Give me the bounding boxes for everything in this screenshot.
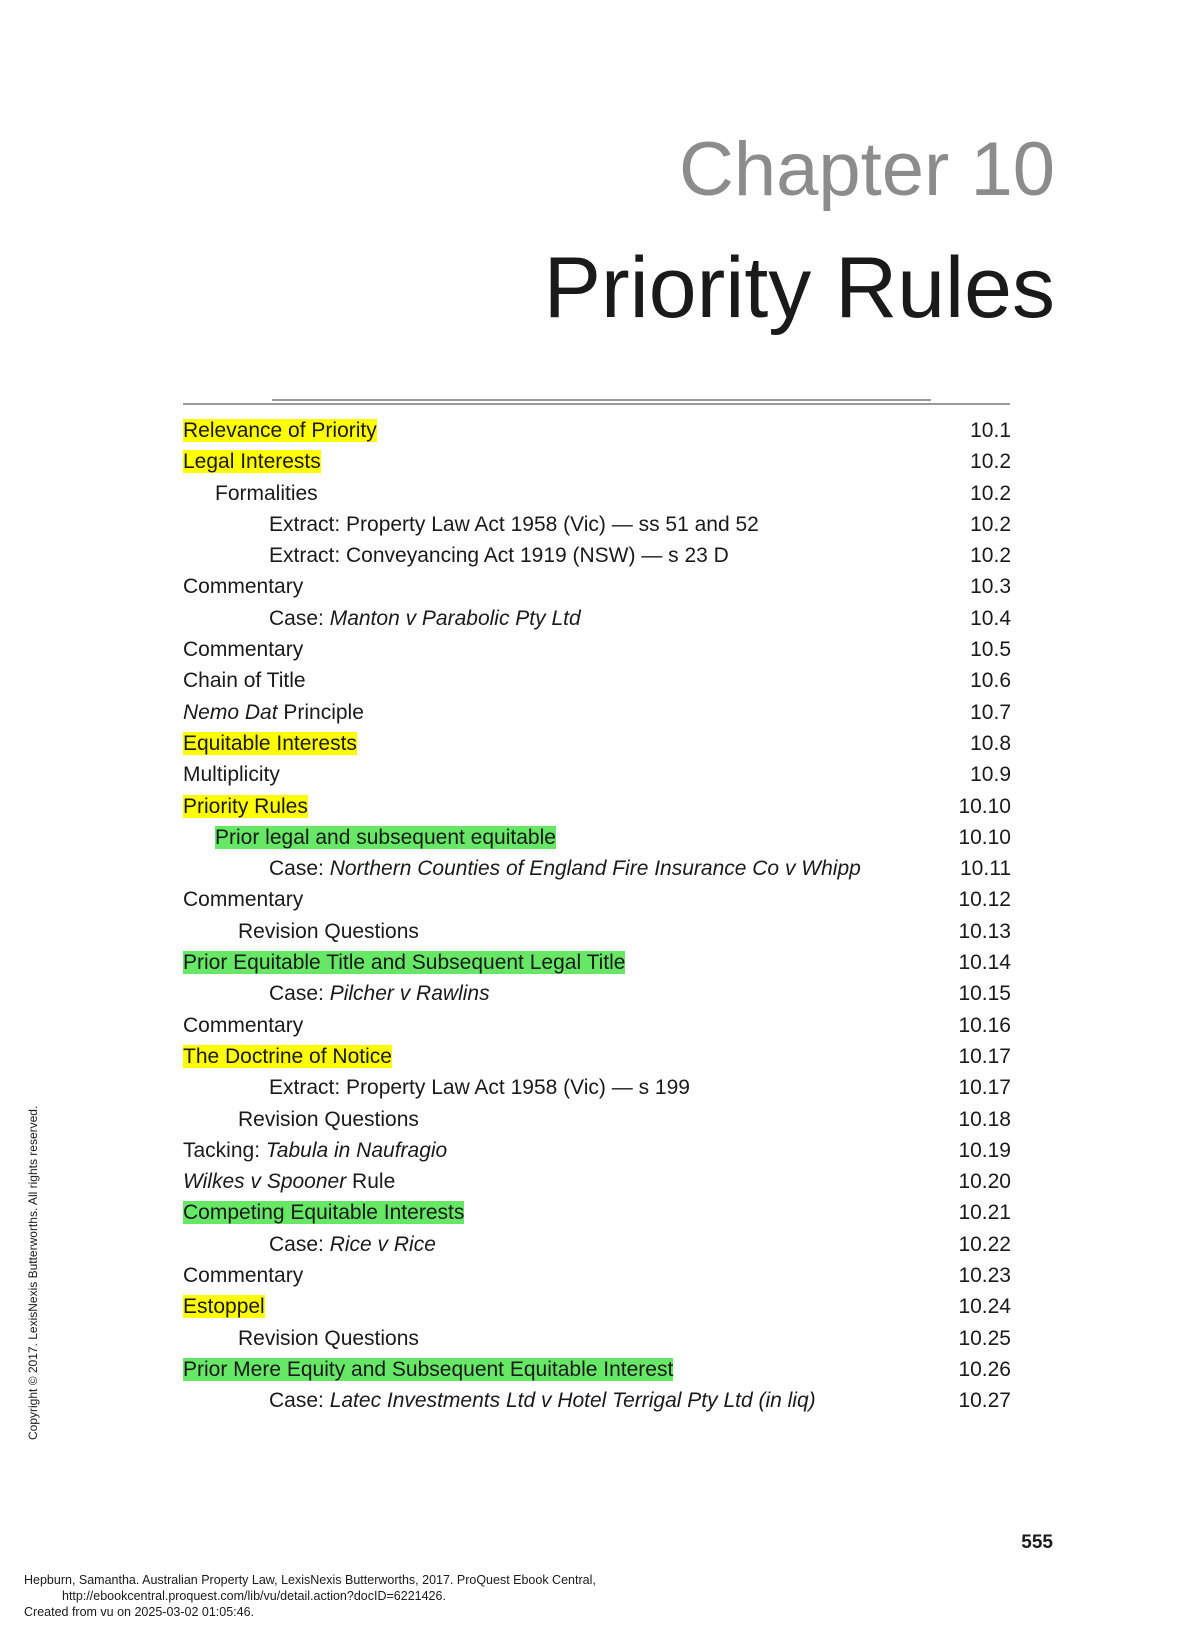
toc-entry[interactable] — [183, 1072, 1011, 1103]
toc-entry-number: 10.4 — [970, 606, 1011, 630]
toc-entry-title-part: Tacking: — [183, 1138, 266, 1162]
toc-entry-title — [183, 669, 306, 692]
toc-entry-number: 10.26 — [958, 1357, 1011, 1381]
toc-entry[interactable] — [183, 1260, 1011, 1291]
toc-entry[interactable] — [183, 697, 1011, 728]
toc-entry-title — [269, 544, 729, 567]
toc-entry-title — [269, 1389, 816, 1412]
toc-entry-title-part: Legal Interests — [183, 450, 321, 474]
toc-entry-title-part: Case: — [269, 1232, 330, 1256]
toc-entry-title-part: Estoppel — [183, 1295, 265, 1319]
toc-entry-title — [183, 575, 303, 598]
toc-entry-title-part: Extract: Conveyancing Act 1919 (NSW) — s 23 D — [269, 544, 729, 568]
toc-entry-title-part: Revision Questions — [238, 1326, 419, 1350]
toc-entry-number: 10.27 — [958, 1389, 1011, 1413]
toc-entry-title — [269, 1076, 690, 1099]
toc-entry-title-part: Case: — [269, 606, 330, 630]
toc-entry[interactable] — [183, 1229, 1011, 1260]
toc-entry-number: 10.11 — [960, 857, 1011, 881]
toc-entry-number: 10.12 — [958, 888, 1011, 912]
footer-line: Hepburn, Samantha. Australian Property Law, LexisNexis Butterworths, 2017. ProQuest Ebook Central, — [24, 1573, 596, 1587]
toc-entry-title — [183, 1264, 303, 1287]
toc-entry-title — [269, 857, 861, 880]
toc-entry-title — [183, 638, 303, 661]
toc-entry-title-part: Revision Questions — [238, 919, 419, 943]
toc-entry-number: 10.14 — [958, 951, 1011, 975]
toc-entry-title-part: Nemo Dat — [183, 700, 278, 724]
toc-entry-title-part: Priority Rules — [183, 794, 308, 818]
toc-entry-title — [183, 1201, 464, 1224]
toc-entry-title — [183, 450, 321, 473]
toc-entry-title-part: Relevance of Priority — [183, 419, 377, 442]
toc-entry-title — [215, 482, 318, 505]
toc-entry-title-part: Commentary — [183, 1264, 304, 1288]
toc-entry-title — [215, 826, 556, 849]
divider-line — [183, 403, 1010, 405]
toc-entry-number: 10.5 — [970, 638, 1011, 662]
toc-entry[interactable] — [183, 1291, 1011, 1322]
toc-entry[interactable] — [183, 603, 1011, 634]
footer-line: Created from vu on 2025-03-02 01:05:46. — [24, 1605, 255, 1619]
toc-entry[interactable] — [183, 916, 1011, 947]
toc-entry-title — [183, 795, 308, 818]
toc-entry-title-part: Commentary — [183, 1013, 304, 1037]
toc-entry-title-part: Competing Equitable Interests — [183, 1201, 465, 1225]
toc-entry-title — [183, 888, 303, 911]
page-number: 555 — [1021, 1532, 1053, 1553]
toc-entry-title — [183, 951, 625, 974]
toc-entry-title — [269, 513, 759, 536]
toc-entry[interactable] — [183, 1104, 1011, 1135]
chapter-label: Chapter 10 — [678, 127, 1055, 212]
toc-entry[interactable] — [183, 947, 1011, 978]
toc-entry[interactable] — [183, 759, 1011, 790]
toc-entry-title-part: The Doctrine of Notice — [183, 1044, 392, 1068]
toc-entry-number: 10.25 — [958, 1326, 1011, 1350]
toc-entry[interactable] — [183, 540, 1011, 571]
toc-entry[interactable] — [183, 571, 1011, 602]
toc-entry[interactable] — [183, 1385, 1011, 1416]
toc-entry[interactable] — [183, 1010, 1011, 1041]
toc-entry[interactable] — [183, 853, 1011, 884]
toc-entry-title-part: Extract: Property Law Act 1958 (Vic) — s 199 — [269, 1076, 690, 1100]
toc-entry-number: 10.10 — [958, 825, 1011, 849]
toc-entry-number: 10.17 — [958, 1076, 1011, 1100]
citation-footer — [24, 1572, 596, 1620]
toc-entry[interactable] — [183, 791, 1011, 822]
toc-entry-title-part: Formalities — [215, 481, 318, 505]
divider-line — [272, 399, 931, 401]
toc-entry[interactable] — [183, 1041, 1011, 1072]
toc-entry-title-part: Pilcher v Rawlins — [329, 982, 490, 1006]
toc-entry[interactable] — [183, 978, 1011, 1009]
toc-entry-title-part: Commentary — [183, 888, 304, 912]
toc-entry-title — [183, 1014, 303, 1037]
toc-entry[interactable] — [183, 728, 1011, 759]
toc-entry-title — [238, 1327, 419, 1350]
toc-entry-number: 10.2 — [970, 544, 1011, 568]
toc-entry-title-part: Commentary — [183, 638, 304, 662]
toc-entry[interactable] — [183, 1323, 1011, 1354]
toc-entry-title-part: Prior Equitable Title and Subsequent Legal Title — [183, 951, 626, 975]
toc-entry-title — [183, 1139, 447, 1162]
toc-entry-title — [183, 419, 377, 442]
toc-entry-title — [269, 1233, 436, 1256]
toc-entry-number: 10.15 — [958, 982, 1011, 1006]
toc-entry-title-part: Revision Questions — [238, 1107, 419, 1131]
toc-entry-number: 10.18 — [958, 1107, 1011, 1131]
toc-entry[interactable] — [183, 665, 1011, 696]
toc-entry-title-part: Manton v Parabolic Pty Ltd — [329, 606, 581, 630]
toc-entry-title — [183, 763, 280, 786]
toc-entry[interactable] — [183, 415, 1011, 446]
toc-entry-number: 10.21 — [958, 1201, 1011, 1225]
toc-entry-title-part: Multiplicity — [183, 763, 280, 787]
toc-entry[interactable] — [183, 1354, 1011, 1385]
toc-entry-number: 10.1 — [970, 419, 1011, 442]
toc-entry-title-part: Tabula in Naufragio — [265, 1138, 448, 1162]
toc-entry-number: 10.22 — [958, 1232, 1011, 1256]
toc-entry-number: 10.10 — [958, 794, 1011, 818]
toc-entry-title-part: Equitable Interests — [183, 731, 357, 755]
toc-entry-number: 10.16 — [958, 1013, 1011, 1037]
footer-link[interactable]: http://ebookcentral.proquest.com/lib/vu/detail.action?docID=6221426. — [62, 1589, 446, 1603]
toc-entry[interactable] — [183, 634, 1011, 665]
toc-entry[interactable] — [183, 884, 1011, 915]
toc-entry-title-part: Commentary — [183, 575, 304, 599]
toc-entry[interactable] — [183, 446, 1011, 477]
toc-entry-number: 10.13 — [958, 919, 1011, 943]
toc-entry-title — [183, 1170, 395, 1193]
toc-entry[interactable] — [183, 822, 1011, 853]
toc-entry-title-part: Extract: Property Law Act 1958 (Vic) — ss 51 and 52 — [269, 512, 759, 536]
toc-entry-title — [183, 701, 364, 724]
chapter-title: Priority Rules — [543, 240, 1055, 336]
toc-entry-title — [269, 982, 490, 1005]
copyright-notice: Copyright © 2017. LexisNexis Butterworths. All rights reserved. — [26, 1105, 40, 1440]
toc-entry-title-part: Case: — [269, 982, 330, 1006]
toc-entry-number: 10.2 — [970, 512, 1011, 536]
toc-entry-title-part: Rule — [346, 1170, 396, 1194]
toc-entry-title — [238, 1108, 419, 1131]
toc-entry-title — [183, 1358, 673, 1381]
toc-entry-number: 10.23 — [958, 1264, 1011, 1288]
toc-entry-title — [183, 1295, 265, 1318]
toc-entry-number: 10.17 — [958, 1044, 1011, 1068]
toc-entry-number: 10.20 — [958, 1170, 1011, 1194]
toc-entry[interactable] — [183, 478, 1011, 509]
toc-entry-title-part: Case: — [269, 857, 330, 881]
toc-entry-title-part: Northern Counties of England Fire Insurance Co v Whipp — [329, 857, 861, 881]
toc-entry-number: 10.9 — [970, 763, 1011, 787]
toc-entry-number: 10.19 — [958, 1138, 1011, 1162]
toc-entry-number: 10.2 — [970, 481, 1011, 505]
toc-entry-title — [183, 732, 357, 755]
toc-entry-title-part: Chain of Title — [183, 669, 306, 693]
toc-entry-number: 10.8 — [970, 731, 1011, 755]
toc-entry-number: 10.24 — [958, 1295, 1011, 1319]
toc-entry-number: 10.3 — [970, 575, 1011, 599]
toc-entry[interactable] — [183, 1135, 1011, 1166]
toc-entry-title-part: Case: — [269, 1389, 330, 1413]
toc-entry[interactable] — [183, 1166, 1011, 1197]
toc-entry[interactable] — [183, 1197, 1011, 1228]
toc-entry-title-part: Wilkes v Spooner — [183, 1170, 347, 1194]
table-of-contents — [183, 415, 1011, 1417]
toc-entry-title-part: Prior Mere Equity and Subsequent Equitable Interest — [183, 1357, 674, 1381]
toc-entry-title — [238, 920, 419, 943]
toc-entry[interactable] — [183, 509, 1011, 540]
toc-entry-number: 10.6 — [970, 669, 1011, 693]
toc-entry-title-part: Prior legal and subsequent equitable — [215, 825, 556, 849]
toc-entry-number: 10.2 — [970, 450, 1011, 474]
toc-entry-title — [269, 607, 581, 630]
toc-entry-number: 10.7 — [970, 700, 1011, 724]
toc-entry-title-part: Latec Investments Ltd v Hotel Terrigal Pty Ltd (in liq) — [329, 1389, 816, 1413]
toc-entry-title-part: Rice v Rice — [329, 1232, 436, 1256]
toc-entry-title — [183, 1045, 392, 1068]
toc-entry-title-part: Principle — [277, 700, 364, 724]
